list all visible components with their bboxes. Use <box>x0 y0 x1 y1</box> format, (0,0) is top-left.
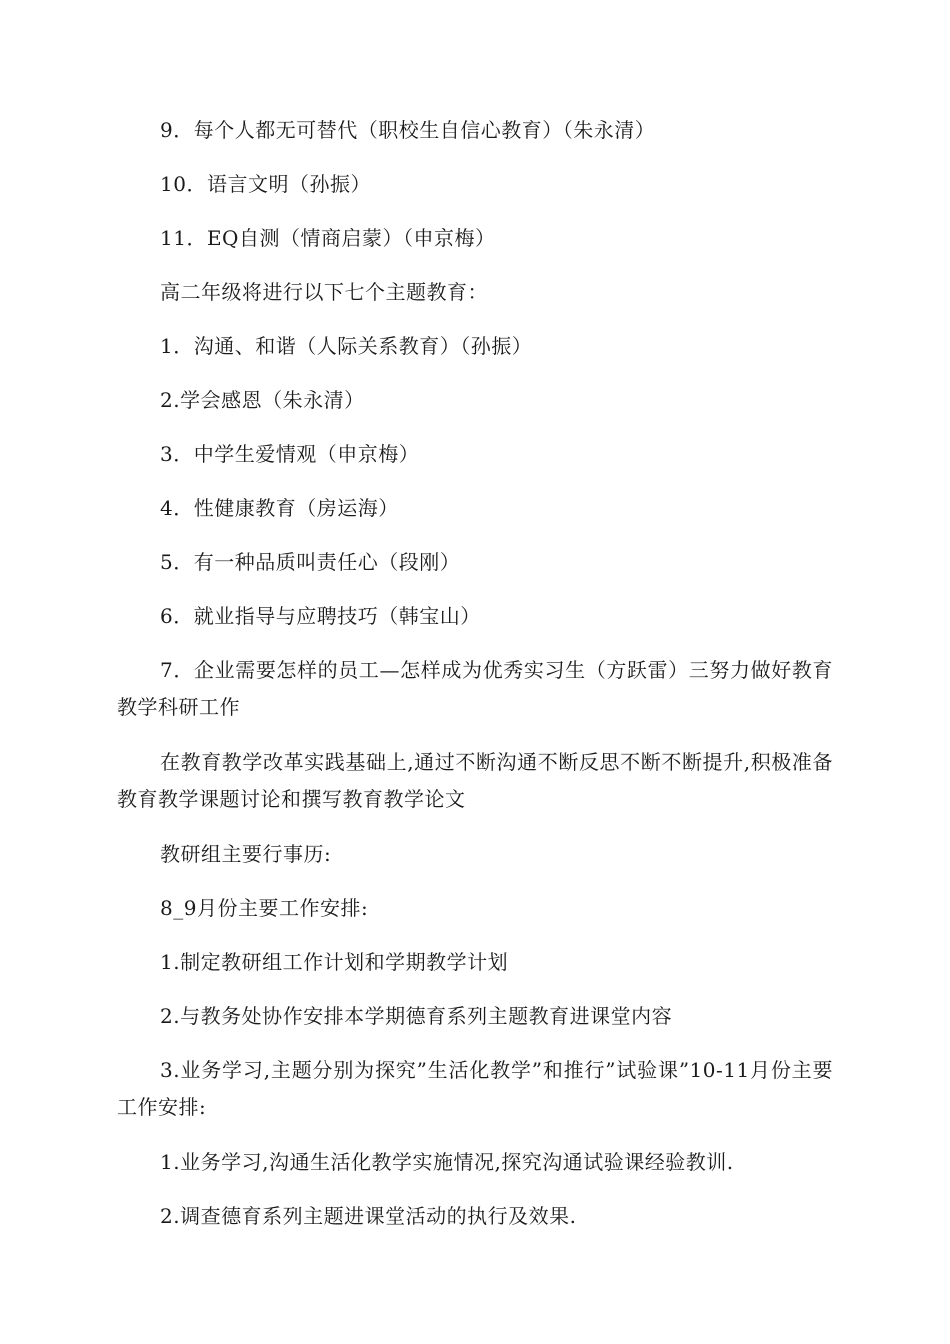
paragraph: 2.学会感恩（朱永清） <box>160 388 365 412</box>
paragraph: 教研组主要行事历: <box>160 842 332 866</box>
paragraph: 1．沟通、和谐（人际关系教育）（孙振） <box>160 334 533 358</box>
paragraph: 高二年级将进行以下七个主题教育： <box>160 280 488 304</box>
paragraph: 6．就业指导与应聘技巧（韩宝山） <box>160 604 481 628</box>
paragraph: 9．每个人都无可替代（职校生自信心教育）（朱永清） <box>160 118 656 142</box>
paragraph: 在教育教学改革实践基础上,通过不断沟通不断反思不断不断提升,积极准备教育教学课题讨论和撰写教育教学论文 <box>117 750 833 811</box>
paragraph: 10．语言文明（孙振） <box>160 172 371 196</box>
paragraph: 1.业务学习,沟通生活化教学实施情况,探究沟通试验课经验教训. <box>160 1150 734 1174</box>
paragraph: 2.与教务处协作安排本学期德育系列主题教育进课堂内容 <box>160 1004 673 1028</box>
paragraph: 7．企业需要怎样的员工—怎样成为优秀实习生（方跃雷）三努力做好教育教学科研工作 <box>117 658 833 719</box>
paragraph: 4．性健康教育（房运海） <box>160 496 399 520</box>
paragraph: 3.业务学习,主题分别为探究”生活化教学”和推行”试验课”10-11月份主要工作安排: <box>117 1058 833 1119</box>
paragraph: 8_9月份主要工作安排: <box>160 896 369 920</box>
paragraph: 3．中学生爱情观（申京梅） <box>160 442 420 466</box>
paragraph: 2.调查德育系列主题进课堂活动的执行及效果. <box>160 1204 577 1228</box>
paragraph: 5．有一种品质叫责任心（段刚） <box>160 550 461 574</box>
paragraph: 1.制定教研组工作计划和学期教学计划 <box>160 950 509 974</box>
paragraph: 11．EQ自测（情商启蒙）（申京梅） <box>160 226 496 250</box>
